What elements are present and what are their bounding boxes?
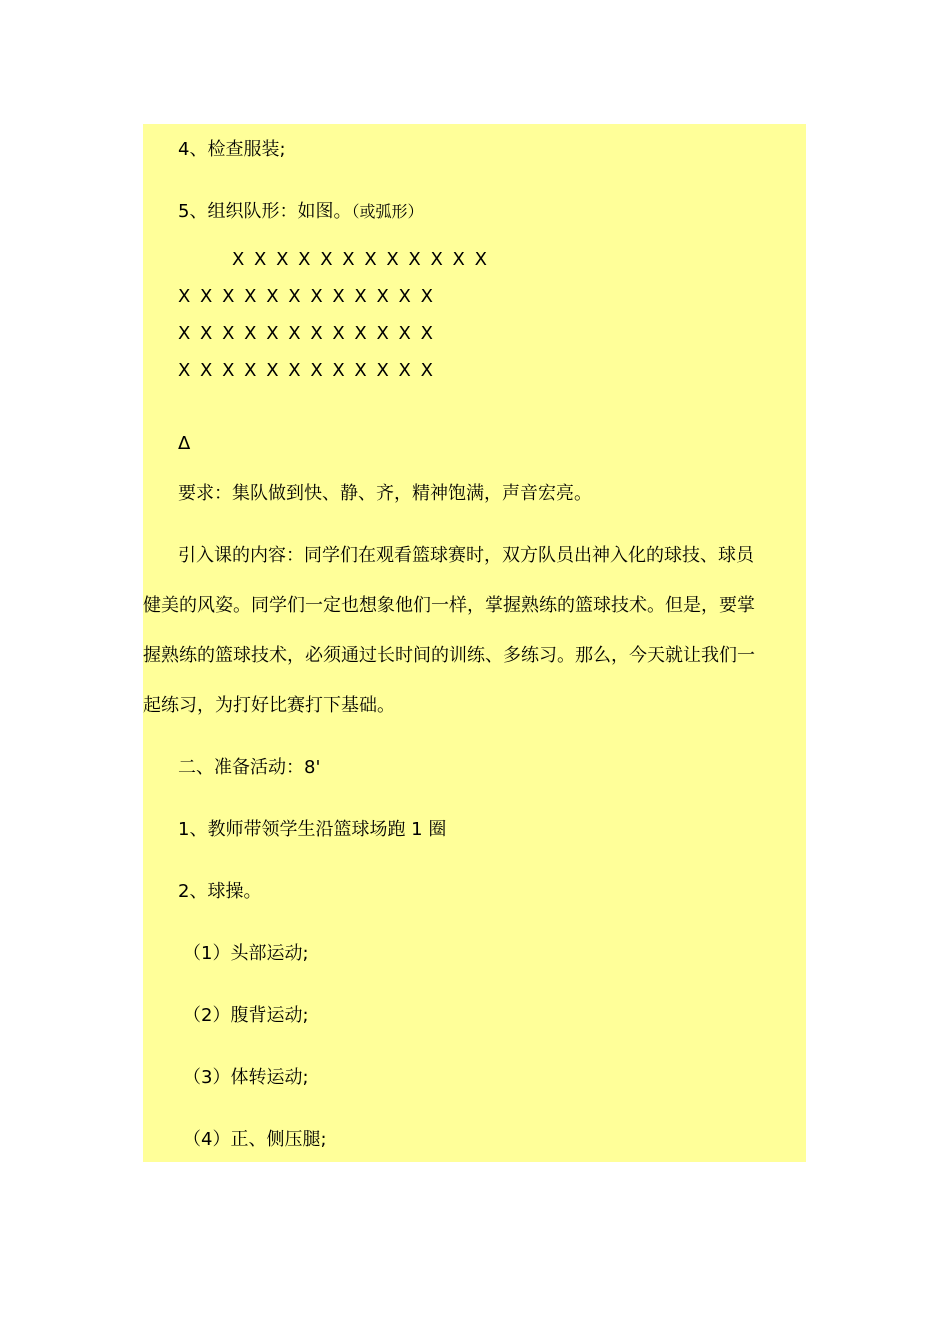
exercise-head: （1）头部运动;: [183, 943, 309, 964]
intro-paragraph-line-1: 引入课的内容：同学们在观看篮球赛时，双方队员出神入化的球技、球员: [178, 545, 754, 566]
requirement-text: 要求：集队做到快、静、齐，精神饱满，声音宏亮。: [178, 483, 592, 504]
formation-row-1: X X X X X X X X X X X X: [232, 249, 489, 270]
warmup-item-run: 1、教师带领学生沿篮球场跑 1 圈: [178, 819, 447, 840]
section-heading-warmup: 二、准备活动：8': [178, 757, 321, 778]
formation-row-2: X X X X X X X X X X X X: [178, 286, 435, 307]
item-check-clothing: 4、检查服装;: [178, 139, 286, 160]
formation-row-4: X X X X X X X X X X X X: [178, 360, 435, 381]
item-formation: [178, 200, 423, 224]
intro-paragraph-line-3: 握熟练的篮球技术，必须通过长时间的训练、多练习。那么，今天就让我们一: [143, 645, 755, 666]
item-formation-note: （或弧形）: [351, 202, 424, 221]
formation-row-3: X X X X X X X X X X X X: [178, 323, 435, 344]
item-formation-text: 5、组织队形：如图。: [178, 201, 352, 222]
intro-paragraph-line-4: 起练习，为打好比赛打下基础。: [143, 695, 395, 716]
exercise-abdomen-back: （2）腹背运动;: [183, 1005, 309, 1026]
teacher-position-marker: Δ: [178, 433, 191, 454]
warmup-item-ball-exercise: 2、球操。: [178, 881, 262, 902]
exercise-body-turn: （3）体转运动;: [183, 1067, 309, 1088]
exercise-leg-press: （4）正、侧压腿;: [183, 1129, 327, 1150]
intro-paragraph-line-2: 健美的风姿。同学们一定也想象他们一样，掌握熟练的篮球技术。但是，要掌: [143, 595, 755, 616]
highlighted-text-block: [143, 124, 806, 1162]
